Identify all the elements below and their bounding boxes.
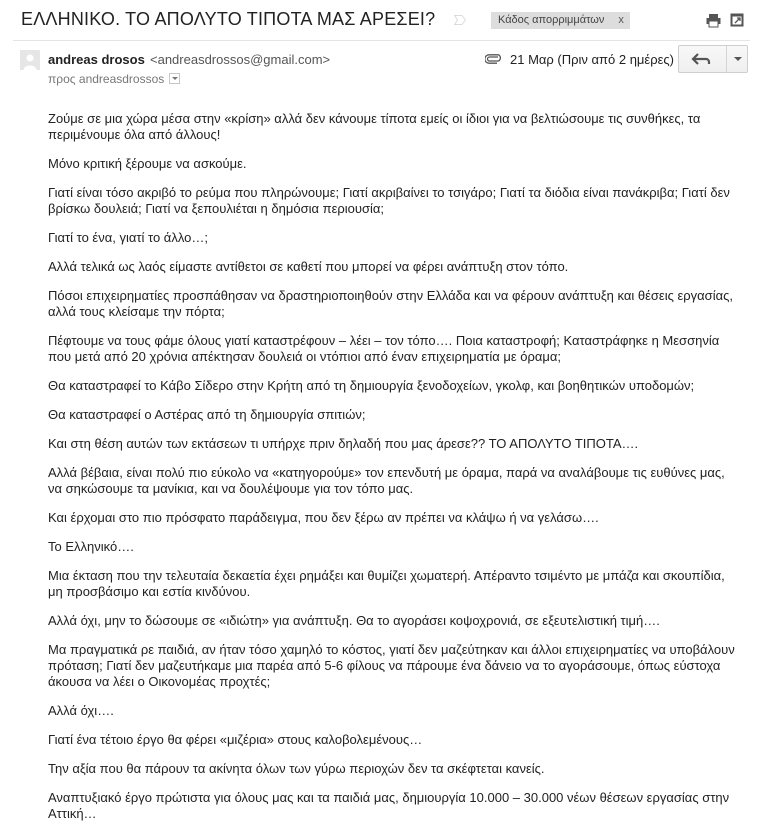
remove-label-button[interactable]: x: [618, 14, 624, 26]
recipient-text: προς andreasdrossos: [48, 72, 165, 86]
recipient-line: [48, 72, 180, 86]
body-paragraph: Πέφτουμε να τους φάμε όλους γιατί καταστρέφουν – λέει – τον τόπο…. Ποια καταστροφή; Καταστράφηκε η Μεσσηνία που μετά από 20 χρόνια απέκτησαν δουλειά οι ντόπιοι από έναν επιχειρηματία με όραμα;: [48, 333, 720, 364]
show-details-icon[interactable]: [169, 73, 180, 84]
message-date: 21 Μαρ (Πριν από 2 ημέρες): [510, 52, 675, 67]
body-paragraph: Αλλά όχι, μην το δώσουμε σε «ιδιώτη» για ανάπτυξη. Θα το αγοράσει κοψοχρονιά, σε εξευτελιστική τιμή….: [48, 613, 660, 628]
email-subject: ΕΛΛΗΝΙΚΟ. ΤΟ ΑΠΟΛΥΤΟ ΤΙΠΟΤΑ ΜΑΣ ΑΡΕΣΕΙ?: [21, 9, 436, 29]
body-paragraph: Την αξία που θα πάρουν τα ακίνητα όλων των γύρω περιοχών δεν τα σκέφτεται κανείς.: [48, 761, 545, 776]
body-paragraph: Το Ελληνικό….: [48, 539, 134, 554]
more-actions-button[interactable]: [727, 46, 747, 72]
body-paragraph: Γιατί ένα τέτοιο έργο θα φέρει «μιζέρια» στους καλοβολεμένους…: [48, 732, 423, 747]
subject-bar: [0, 0, 762, 40]
avatar-icon[interactable]: [20, 50, 40, 70]
print-icon[interactable]: [706, 13, 721, 28]
body-paragraph: Γιατί είναι τόσο ακριβό το ρεύμα που πληρώνουμε; Γιατί ακριβαίνει το τσιγάρο; Γιατί τα διόδια είναι πανάκριβα; Γιατί δεν βρίσκω δουλειά; Γιατί να ξεπουλιέται η δημόσια περιουσία;: [48, 185, 730, 216]
new-window-icon[interactable]: [730, 13, 744, 27]
reply-button[interactable]: [679, 46, 725, 72]
attachment-icon: [485, 54, 503, 64]
body-paragraph: Αλλά βέβαια, είναι πολύ πιο εύκολο να «κατηγορούμε» τον επενδυτή με όραμα, παρά να αναλάβουμε τις ευθύνες μας, να σηκώσουμε τα μανίκια, και να δουλέψουμε για τον τόπο μας.: [48, 465, 725, 496]
header-divider: [13, 40, 750, 41]
body-paragraph: Αλλά όχι….: [48, 703, 114, 718]
body-paragraph: Θα καταστραφεί το Κάβο Σίδερο στην Κρήτη από τη δημιουργία ξενοδοχείων, γκολφ, και βοηθητικών υποδομών;: [48, 378, 695, 393]
body-paragraph: Αλλά τελικά ως λαός είμαστε αντίθετοι σε καθετί που μπορεί να φέρει ανάπτυξη στον τόπο.: [48, 259, 569, 274]
trash-label-text: Κάδος απορριμμάτων: [498, 14, 605, 26]
sender-email: <andreasdrossos@gmail.com>: [150, 52, 331, 67]
body-paragraph: Αναπτυξιακό έργο πρώτιστα για όλους μας και τα παιδιά μας, δημιουργία 10.000 – 30.000 νέων θέσεων εργασίας στην Αττική…: [48, 790, 730, 821]
reply-button-group: [678, 45, 748, 73]
body-paragraph: Και έρχομαι στο πιο πρόσφατο παράδειγμα, που δεν ξέρω αν πρέπει να κλάψω ή να γελάσω….: [48, 510, 599, 525]
important-marker-icon[interactable]: [454, 15, 466, 25]
body-paragraph: Μόνο κριτική ξέρουμε να ασκούμε.: [48, 156, 247, 171]
body-paragraph: Μα πραγματικά ρε παιδιά, αν ήταν τόσο χαμηλό το κόστος, γιατί δεν μαζεύτηκαν και άλλοι επιχειρηματίες να υποβάλουν πρόταση; Γιατί δεν μαζευτήκαμε μια παρέα από 5-6 φίλους να πάρουμε ένα δάνειο να το αγοράσουμε, όπως εύστοχα άκουσα να λέει ο Οικονομέας προχτές;: [48, 642, 735, 689]
body-paragraph: Θα καταστραφεί ο Αστέρας από τη δημιουργία σπιτιών;: [48, 407, 366, 422]
reply-icon: [679, 46, 725, 72]
body-paragraph: Και στη θέση αυτών των εκτάσεων τι υπήρχε πριν δηλαδή που μας άρεσε?? ΤΟ ΑΠΟΛΥΤΟ ΤΙΠΟΤΑ….: [48, 436, 639, 451]
body-paragraph: Γιατί το ένα, γιατί το άλλο…;: [48, 230, 208, 245]
body-paragraph: Ζούμε σε μια χώρα μέσα στην «κρίση» αλλά δεν κάνουμε τίποτα εμείς οι ίδιοι για να βελτιώσουμε τις συνθήκες, τα περιμένουμε όλα από άλλους!: [48, 111, 701, 142]
trash-label[interactable]: [491, 12, 630, 29]
message-body: [48, 111, 738, 835]
sender-name[interactable]: andreas drosos: [48, 52, 145, 67]
body-paragraph: Μια έκταση που την τελευταία δεκαετία έχει ρημάξει και θυμίζει χωματερή. Απέραντο τσιμέντο με μπάζα και σκουπίδια, μη προσβάσιμο και εστία κινδύνου.: [48, 568, 725, 599]
body-paragraph: Πόσοι επιχειρηματίες προσπάθησαν να δραστηριοποιηθούν στην Ελλάδα και να φέρουν ανάπτυξη και θέσεις εργασίας, αλλά τους κλείσαμε την πόρτα;: [48, 288, 733, 319]
